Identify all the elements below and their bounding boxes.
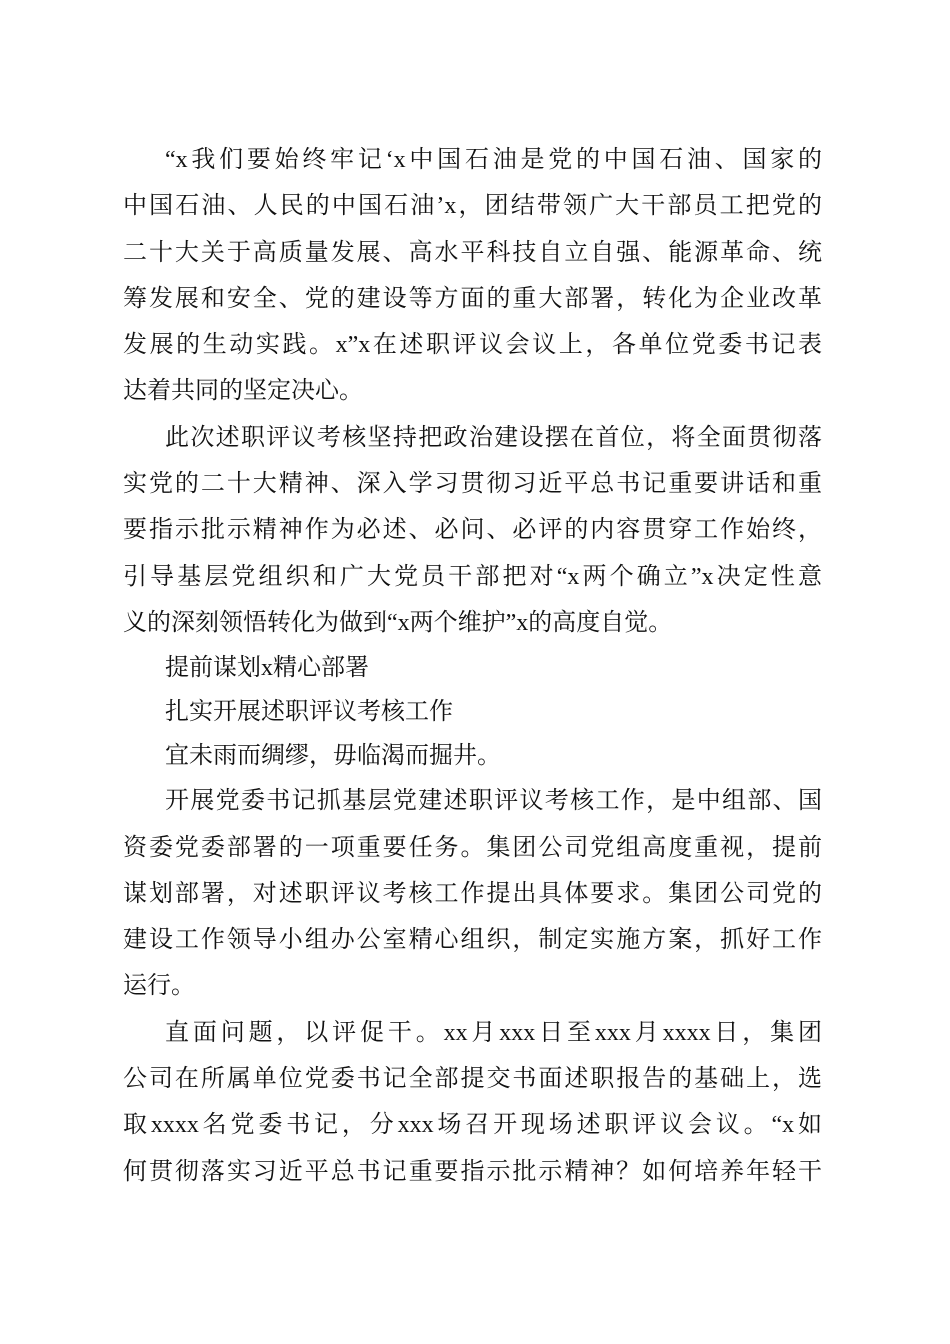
- text-line: 义的深刻领悟转化为做到“x两个维护”x的高度自觉。: [123, 609, 673, 636]
- paragraph: [123, 137, 822, 415]
- text-line: 筹发展和安全、党的建设等方面的重大部署，转化为企业改革: [123, 285, 822, 312]
- text-line: 运行。: [123, 973, 195, 1000]
- text-line: 达着共同的坚定决心。: [123, 378, 363, 405]
- text-line: 要指示批示精神作为必述、必问、必评的内容贯穿工作始终，: [123, 517, 822, 544]
- paragraph: [123, 1010, 822, 1195]
- text-line: “x我们要始终牢记‘x中国石油是党的中国石油、国家的: [165, 147, 822, 173]
- text-line: 建设工作领导小组办公室精心组织，制定实施方案，抓好工作: [123, 927, 822, 954]
- text-line: 何贯彻落实习近平总书记重要指示批示精神？如何培养年轻干: [123, 1158, 822, 1185]
- paragraph: [123, 778, 822, 1009]
- text-line: 资委党委部署的一项重要任务。集团公司党组高度重视，提前: [123, 834, 822, 861]
- section-heading: [123, 734, 822, 778]
- text-line: 发展的生动实践。x”x在述职评议会议上，各单位党委书记表: [123, 332, 822, 359]
- text-line: 提前谋划x精心部署: [165, 655, 369, 682]
- text-line: 谋划部署，对述职评议考核工作提出具体要求。集团公司党的: [123, 880, 822, 907]
- text-line: 直面问题，以评促干。xx月xxx日至xxx月xxxx日，集团: [165, 1019, 822, 1046]
- text-line: 实党的二十大精神、深入学习贯彻习近平总书记重要讲话和重: [123, 471, 822, 498]
- text-line: 开展党委书记抓基层党建述职评议考核工作，是中组部、国: [165, 788, 822, 815]
- text-line: 公司在所属单位党委书记全部提交书面述职报告的基础上，选: [123, 1066, 822, 1093]
- text-line: 中国石油、人民的中国石油’x，团结带领广大干部员工把党的: [123, 193, 822, 220]
- text-line: 扎实开展述职评议考核工作: [165, 699, 453, 726]
- paragraph: [123, 415, 822, 646]
- text-line: 此次述职评议考核坚持把政治建设摆在首位，将全面贯彻落: [165, 424, 822, 451]
- document-body: [123, 137, 822, 1195]
- section-heading: [123, 690, 822, 734]
- text-line: 二十大关于高质量发展、高水平科技自立自强、能源革命、统: [123, 239, 822, 266]
- text-line: 取xxxx名党委书记，分xxx场召开现场述职评议会议。“x如: [123, 1112, 822, 1139]
- text-line: 宜未雨而绸缪，毋临渴而掘井。: [165, 743, 501, 770]
- text-line: 引导基层党组织和广大党员干部把对“x两个确立”x决定性意: [123, 563, 822, 590]
- section-heading: [123, 646, 822, 690]
